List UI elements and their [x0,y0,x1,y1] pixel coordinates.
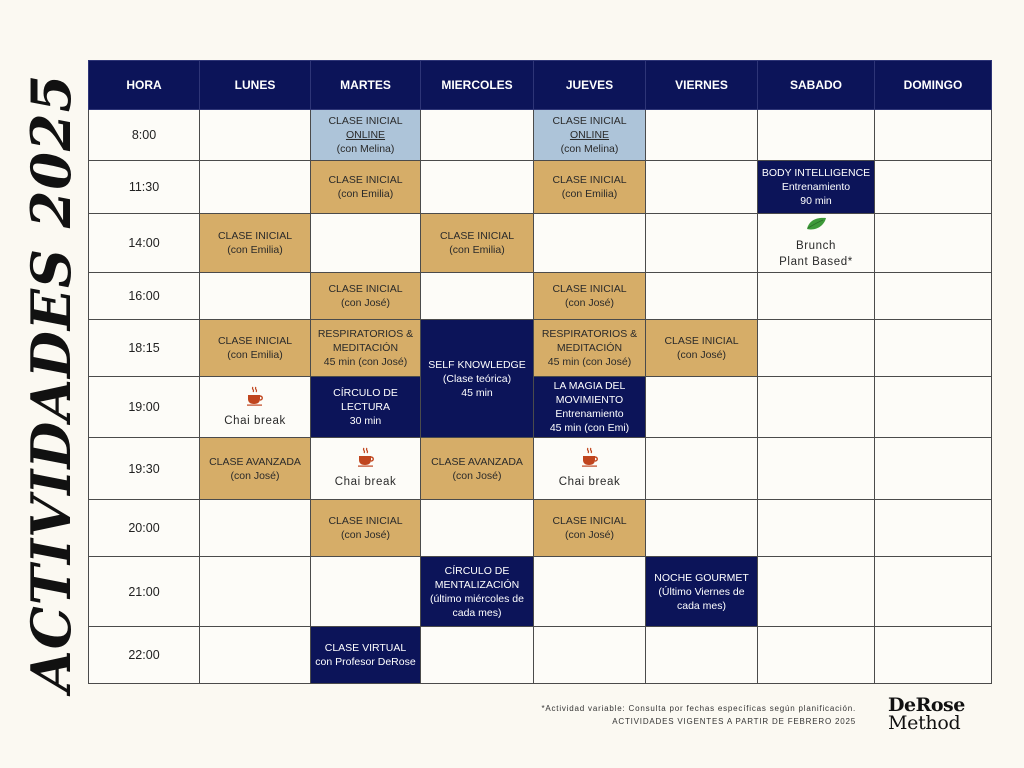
activity-cell-noche-gourmet [646,557,758,627]
activity-cell-clase-inicial [421,214,534,273]
empty-slot [646,110,758,161]
activity-cell-la-magia-del [534,377,646,438]
time-label-21-00: 21:00 [88,557,200,627]
empty-slot [646,627,758,684]
coffee-cup-icon [357,447,375,471]
time-label-14-00: 14:00 [88,214,200,273]
activity-title: LA MAGIA DEL [553,380,626,392]
empty-slot [758,273,875,320]
page-title-container [16,73,86,692]
empty-slot [758,500,875,557]
activity-detail: 45 min (con Emi) [549,422,630,434]
activity-detail: cada mes) [452,606,502,619]
empty-slot [200,110,311,161]
activity-cell-clase-inicial [311,273,421,320]
activity-cell-clase-inicial [200,320,311,377]
activity-cell-chai-break [534,438,646,500]
empty-slot [200,557,311,627]
time-label-19-00: 19:00 [88,377,200,438]
activity-cell-circulo-de [421,557,534,627]
empty-slot [875,214,992,273]
empty-slot [758,627,875,684]
activity-detail: (último miércoles de [430,592,524,605]
activity-title: BODY INTELLIGENCE [761,167,871,179]
column-header-miercoles: MIERCOLES [421,60,534,110]
column-header-lunes: LUNES [200,60,311,110]
column-header-sabado: SABADO [758,60,875,110]
activity-detail: 90 min [800,195,832,207]
activity-detail: MOVIMIENTO [555,394,624,406]
activity-detail: (con Emilia) [449,244,505,256]
activity-cell-brunch [758,214,875,273]
activity-cell-clase-inicial [534,110,646,161]
coffee-cup-icon [581,447,599,471]
activity-detail: (con José) [452,469,502,482]
empty-slot [758,438,875,500]
activity-title: CLASE INICIAL [217,335,293,347]
empty-slot [875,161,992,214]
activity-detail: (con Melina) [560,143,619,155]
column-header-domingo: DOMINGO [875,60,992,110]
activity-detail: (Último Viernes de [658,585,745,598]
activity-cell-clase-avanzada [421,438,534,500]
activity-title: CLASE VIRTUAL [324,642,407,654]
empty-slot [646,161,758,214]
activity-title: CLASE INICIAL [328,515,403,527]
activity-cell-clase-inicial [311,161,421,214]
activity-title: Brunch [795,239,837,252]
activity-cell-clase-inicial [200,214,311,273]
activity-cell-clase-inicial [311,110,421,161]
activity-title: SELF KNOWLEDGE [428,358,526,371]
empty-slot [646,438,758,500]
activity-detail: (con Emilia) [561,188,618,200]
activity-cell-circulo-de [311,377,421,438]
empty-slot [200,500,311,557]
activity-detail: cada mes) [676,599,727,612]
activity-detail: (con Melina) [336,143,395,155]
activity-title: RESPIRATORIOS & [541,328,638,340]
activity-detail: (con José) [340,529,391,541]
activity-title: RESPIRATORIOS & [317,328,414,340]
activity-cell-clase-virtual [311,627,421,684]
activity-detail: ONLINE [569,129,610,141]
activity-detail: (con José) [230,469,280,482]
empty-slot [421,273,534,320]
activity-cell-clase-inicial [534,273,646,320]
empty-slot [875,627,992,684]
activity-title: CLASE INICIAL [552,174,627,186]
empty-slot [311,214,421,273]
activity-title: Chai break [224,414,286,427]
activity-cell-body-intelligence [758,161,875,214]
footnote-text: *Actividad variable: Consulta por fechas específicas según planificación. [541,704,856,713]
activity-detail: MENTALIZACIÓN [434,578,520,591]
activity-title: CLASE INICIAL [328,115,403,127]
time-label-8-00: 8:00 [88,110,200,161]
activity-title: CLASE INICIAL [328,174,403,186]
time-label-11-30: 11:30 [88,161,200,214]
empty-slot [758,377,875,438]
column-header-viernes: VIERNES [646,60,758,110]
schedule-table [88,60,992,684]
activity-title: Chai break [334,476,397,488]
activity-detail: (con José) [676,349,727,361]
empty-slot [758,110,875,161]
time-label-19-30: 19:30 [88,438,200,500]
activity-detail: ONLINE [345,129,386,141]
activity-detail: (con Emilia) [227,244,283,256]
empty-slot [646,273,758,320]
activity-detail: MEDITACIÓN [556,342,623,354]
column-header-hora: HORA [88,60,200,110]
activity-detail: con Profesor DeRose [315,656,416,668]
activity-title: CÍRCULO DE [333,387,398,399]
empty-slot [758,557,875,627]
activity-cell-self-knowledge [421,320,534,438]
activity-title: CLASE INICIAL [552,515,627,527]
page-title: ACTIVIDADES 2025 [19,73,83,692]
activity-detail: (con José) [564,529,615,541]
activity-cell-chai-break [311,438,421,500]
activity-cell-chai-break [200,377,311,438]
validity-text: ACTIVIDADES VIGENTES A PARTIR DE FEBRERO 2025 [612,717,856,726]
leaf-icon [805,217,827,235]
empty-slot [200,627,311,684]
empty-slot [758,320,875,377]
activity-cell-respiratorios [311,320,421,377]
logo-line-2: Method [888,712,961,734]
column-header-jueves: JUEVES [534,60,646,110]
activity-cell-respiratorios [534,320,646,377]
empty-slot [421,627,534,684]
activity-detail: (con José) [340,297,391,309]
empty-slot [646,214,758,273]
empty-slot [875,110,992,161]
activity-detail: (Clase teórica) [442,372,512,385]
activity-detail: 30 min [349,415,382,427]
empty-slot [875,273,992,320]
activity-title: CLASE INICIAL [552,283,627,295]
empty-slot [534,214,646,273]
column-header-martes: MARTES [311,60,421,110]
empty-slot [421,161,534,214]
activity-title: CLASE INICIAL [439,230,515,242]
time-label-18-15: 18:15 [88,320,200,377]
empty-slot [534,557,646,627]
activity-detail: (con Emilia) [227,349,283,361]
empty-slot [311,557,421,627]
activity-detail: Entrenamiento [781,181,851,193]
activity-title: NOCHE GOURMET [654,571,749,584]
empty-slot [200,273,311,320]
empty-slot [875,500,992,557]
time-label-20-00: 20:00 [88,500,200,557]
activity-detail: 45 min (con José) [323,356,408,368]
activity-cell-clase-inicial [311,500,421,557]
logo-line-1: DeRose [888,694,965,716]
activity-title: Chai break [558,476,621,488]
empty-slot [875,438,992,500]
empty-slot [646,377,758,438]
activity-cell-clase-avanzada [200,438,311,500]
activity-cell-clase-inicial [534,500,646,557]
activity-detail: Plant Based* [779,255,853,268]
empty-slot [646,500,758,557]
empty-slot [875,377,992,438]
empty-slot [875,557,992,627]
activity-title: CLASE INICIAL [217,230,293,242]
activity-title: CLASE AVANZADA [431,455,523,468]
empty-slot [534,627,646,684]
activity-detail: LECTURA [340,401,390,413]
activity-detail: 45 min [461,386,493,399]
activity-detail: MEDITACIÓN [332,342,399,354]
empty-slot [875,320,992,377]
coffee-cup-icon [246,386,264,410]
time-label-22-00: 22:00 [88,627,200,684]
activity-title: CÍRCULO DE [444,564,510,577]
activity-detail: (con Emilia) [337,188,394,200]
activity-title: CLASE INICIAL [328,283,403,295]
activity-title: CLASE INICIAL [552,115,627,127]
empty-slot [200,161,311,214]
activity-detail: 45 min (con José) [547,356,632,368]
empty-slot [421,500,534,557]
time-label-16-00: 16:00 [88,273,200,320]
activity-cell-clase-inicial [646,320,758,377]
activity-detail: Entrenamiento [555,408,624,420]
activity-title: CLASE AVANZADA [209,455,301,468]
activity-detail: (con José) [564,297,615,309]
activity-title: CLASE INICIAL [664,335,739,347]
empty-slot [421,110,534,161]
activity-cell-clase-inicial [534,161,646,214]
